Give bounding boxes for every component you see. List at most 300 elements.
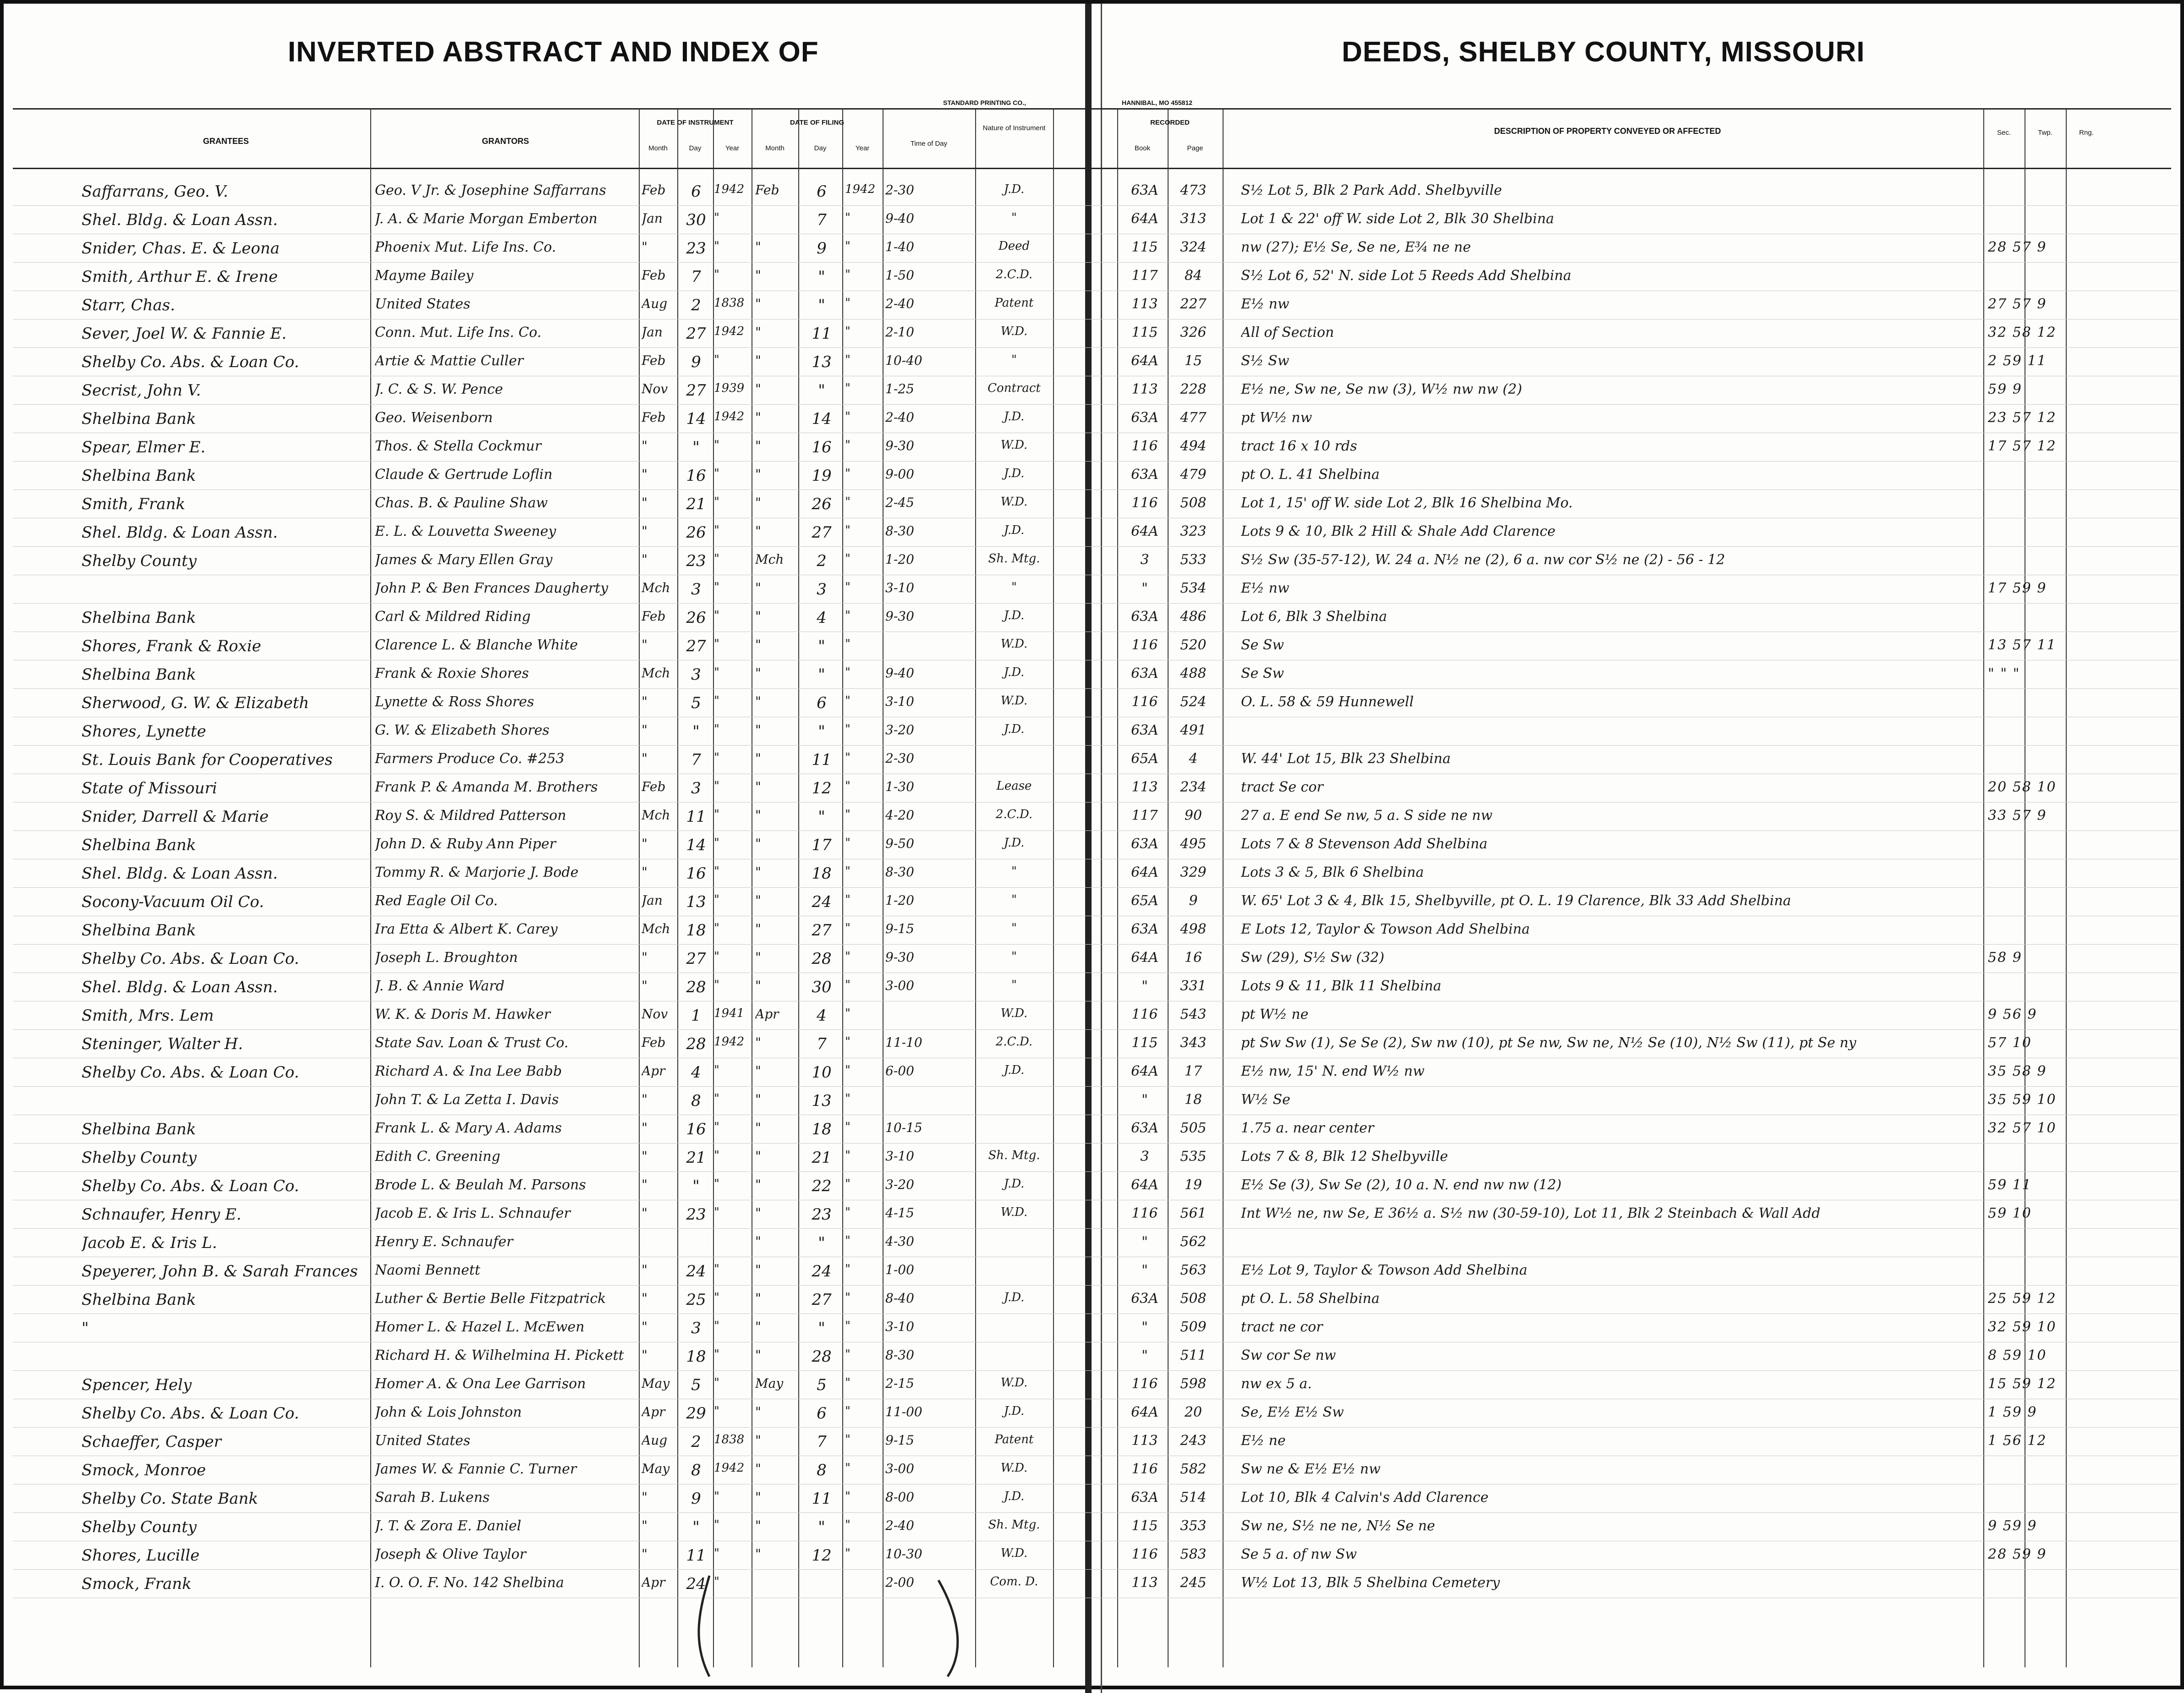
cell-idy: 23 — [686, 1205, 706, 1224]
cell-page: 4 — [1189, 751, 1198, 767]
cell-idy: 5 — [691, 1376, 701, 1394]
cell-nat: W.D. — [1000, 438, 1028, 452]
cell-fdy: 12 — [812, 779, 832, 797]
cell-fdy: 13 — [812, 353, 832, 371]
cell-grantee: Shelbina Bank — [82, 609, 196, 627]
cell-idy: 8 — [691, 1461, 701, 1479]
cell-grantee: Shel. Bldg. & Loan Assn. — [82, 864, 278, 883]
cell-fyr: " — [845, 1347, 851, 1361]
cell-book: 63A — [1131, 921, 1158, 937]
cell-idy: 7 — [691, 751, 701, 769]
cell-grantor: Joseph & Olive Taylor — [375, 1546, 527, 1562]
cell-imo: " — [642, 836, 648, 851]
cell-grantor: Mayme Bailey — [375, 268, 474, 284]
cell-fdy: " — [818, 296, 825, 314]
cell-fmo: " — [755, 410, 761, 425]
cell-grantee: Shelby Co. Abs. & Loan Co. — [82, 1063, 299, 1082]
cell-grantor: Homer A. & Ona Lee Garrison — [375, 1376, 586, 1392]
cell-iyr: 1942 — [714, 182, 745, 196]
cell-fyr: " — [845, 1461, 851, 1475]
cell-imo: Feb — [642, 779, 666, 794]
cell-tod: 3-20 — [885, 722, 914, 737]
cell-fyr: " — [845, 722, 851, 736]
cell-fyr: " — [845, 1262, 851, 1276]
header-twp: Twp. — [2038, 129, 2052, 137]
cell-fyr: " — [845, 268, 851, 281]
cell-grantor: G. W. & Elizabeth Shores — [375, 722, 549, 738]
cell-tod: 2-40 — [885, 410, 914, 425]
cell-fmo: " — [755, 1404, 761, 1419]
cell-page: 494 — [1180, 438, 1207, 454]
cell-grantee: Shelby Co. Abs. & Loan Co. — [82, 353, 299, 371]
cell-desc: S½ Sw — [1241, 353, 1290, 369]
cell-desc: All of Section — [1241, 324, 1334, 341]
cell-nat: " — [1011, 978, 1017, 992]
table-row — [4, 917, 2184, 945]
cell-tod: 9-40 — [885, 211, 914, 226]
cell-grantor: Sarah B. Lukens — [375, 1490, 490, 1506]
cell-grantee: Sever, Joel W. & Fannie E. — [82, 324, 287, 343]
cell-desc: Lot 6, Blk 3 Shelbina — [1241, 609, 1387, 625]
cell-book: 63A — [1131, 182, 1158, 198]
cell-fyr: " — [845, 921, 851, 935]
cell-desc: E½ ne — [1241, 1433, 1286, 1449]
row-rule — [13, 745, 2179, 746]
cell-page: 90 — [1184, 808, 1202, 824]
cell-imo: " — [642, 950, 648, 965]
cell-desc: Se Sw — [1241, 637, 1284, 653]
cell-fyr: " — [845, 609, 851, 622]
table-row — [4, 945, 2184, 973]
cell-grantor: Naomi Bennett — [375, 1262, 481, 1278]
cell-grantor: J. A. & Marie Morgan Emberton — [375, 211, 598, 227]
cell-fmo: " — [755, 921, 761, 936]
table-row — [4, 178, 2184, 206]
cell-desc: pt Sw Sw (1), Se Se (2), Sw nw (10), pt Se nw, Sw ne, N½ Se (10), N½ Sw (11), pt Se ny — [1241, 1035, 1856, 1051]
cell-tod: 8-30 — [885, 864, 914, 879]
cell-fmo: May — [755, 1376, 784, 1391]
cell-desc: O. L. 58 & 59 Hunnewell — [1241, 694, 1414, 710]
cell-nat: W.D. — [1000, 1546, 1028, 1560]
cell-desc: E Lots 12, Taylor & Towson Add Shelbina — [1241, 921, 1530, 937]
cell-nat: J.D. — [1004, 1063, 1025, 1077]
cell-fdy: 11 — [812, 1490, 832, 1508]
row-rule — [13, 944, 2179, 945]
cell-desc: Int W½ ne, nw Se, E 36½ a. S½ nw (30-59-10), Lot 11, Blk 2 Steinbach & Wall Add — [1241, 1205, 1821, 1221]
cell-iyr: " — [714, 1262, 719, 1276]
cell-book: 63A — [1131, 467, 1158, 483]
cell-book: 115 — [1131, 1518, 1158, 1534]
cell-str: 33 57 9 — [1988, 808, 2047, 824]
cell-desc: E½ nw — [1241, 580, 1290, 596]
cell-grantor: Frank & Roxie Shores — [375, 665, 529, 682]
table-row — [4, 1343, 2184, 1371]
cell-grantor: J. T. & Zora E. Daniel — [375, 1518, 521, 1534]
cell-grantee: Shelby Co. State Bank — [82, 1490, 258, 1508]
cell-fdy: 7 — [817, 211, 827, 229]
cell-idy: 16 — [686, 1120, 706, 1138]
cell-grantee: State of Missouri — [82, 779, 217, 797]
cell-idy: 24 — [686, 1262, 706, 1281]
cell-page: 533 — [1180, 552, 1207, 568]
cell-page: 563 — [1180, 1262, 1207, 1278]
cell-fdy: 27 — [812, 1291, 832, 1309]
cell-grantor: State Sav. Loan & Trust Co. — [375, 1035, 569, 1051]
table-row — [4, 860, 2184, 888]
cell-grantor: Joseph L. Broughton — [375, 950, 518, 966]
row-rule — [13, 1427, 2179, 1428]
cell-fmo: " — [755, 1319, 761, 1334]
cell-page: 488 — [1180, 665, 1207, 682]
cell-tod: 9-15 — [885, 1433, 914, 1448]
cell-str: 28 59 9 — [1988, 1546, 2047, 1562]
cell-tod: 4-30 — [885, 1234, 914, 1249]
table-row — [4, 1428, 2184, 1457]
cell-fmo: " — [755, 893, 761, 908]
cell-desc: Sw ne & E½ E½ nw — [1241, 1461, 1381, 1477]
cell-book: 116 — [1131, 495, 1158, 511]
cell-desc: S½ Sw (35-57-12), W. 24 a. N½ ne (2), 6 a. nw cor S½ ne (2) - 56 - 12 — [1241, 552, 1725, 568]
cell-fyr: " — [845, 495, 851, 509]
cell-fmo: " — [755, 1149, 761, 1164]
cell-iyr: " — [714, 1575, 719, 1589]
cell-fyr: " — [845, 978, 851, 992]
cell-imo: Feb — [642, 268, 666, 283]
cell-iyr: 1838 — [714, 296, 745, 310]
cell-book: 63A — [1131, 1120, 1158, 1136]
cell-fmo: " — [755, 978, 761, 993]
cell-book: 64A — [1131, 1404, 1158, 1420]
cell-str: 32 58 12 — [1988, 324, 2057, 341]
cell-nat: 2.C.D. — [995, 808, 1033, 821]
cell-idy: 21 — [686, 1149, 706, 1167]
cell-fyr: " — [845, 438, 851, 452]
cell-page: 17 — [1184, 1063, 1202, 1079]
cell-grantee: Schaeffer, Casper — [82, 1433, 221, 1451]
cell-tod: 9-30 — [885, 438, 914, 453]
cell-grantor: Frank L. & Mary A. Adams — [375, 1120, 562, 1136]
cell-idy: 3 — [691, 1319, 701, 1337]
cell-imo: Mch — [642, 808, 670, 823]
cell-str: 25 59 12 — [1988, 1291, 2057, 1307]
cell-idy: 24 — [686, 1575, 706, 1593]
cell-nat: J.D. — [1004, 1177, 1025, 1191]
cell-desc: S½ Lot 5, Blk 2 Park Add. Shelbyville — [1241, 182, 1502, 198]
cell-str: 9 59 9 — [1988, 1518, 2037, 1534]
cell-idy: 26 — [686, 609, 706, 627]
cell-fdy: 28 — [812, 1347, 832, 1366]
cell-page: 524 — [1180, 694, 1207, 710]
cell-page: 479 — [1180, 467, 1207, 483]
cell-book: 113 — [1131, 296, 1158, 312]
cell-fdy: 18 — [812, 864, 832, 883]
cell-fmo: " — [755, 381, 761, 396]
cell-desc: Lot 1 & 22' off W. side Lot 2, Blk 30 Shelbina — [1241, 211, 1554, 227]
cell-str: 13 57 11 — [1988, 637, 2057, 653]
cell-fyr: " — [845, 1063, 851, 1077]
cell-nat: Sh. Mtg. — [988, 1149, 1040, 1162]
cell-fmo: " — [755, 1035, 761, 1050]
cell-imo: " — [642, 523, 648, 539]
cell-idy: " — [692, 1518, 700, 1536]
cell-idy: 9 — [691, 1490, 701, 1508]
cell-idy: 27 — [686, 950, 706, 968]
cell-nat: 2.C.D. — [995, 1035, 1033, 1049]
cell-book: 63A — [1131, 609, 1158, 625]
cell-grantor: Richard A. & Ina Lee Babb — [375, 1063, 562, 1079]
table-row — [4, 1201, 2184, 1229]
cell-iyr: " — [714, 950, 719, 963]
cell-grantee: Spencer, Hely — [82, 1376, 192, 1394]
cell-page: 582 — [1180, 1461, 1207, 1477]
table-row — [4, 490, 2184, 519]
cell-grantee: Shores, Lucille — [82, 1546, 200, 1565]
table-row — [4, 718, 2184, 746]
cell-page: 84 — [1184, 268, 1202, 284]
cell-imo: Mch — [642, 921, 670, 936]
cell-book: " — [1141, 1347, 1148, 1363]
cell-tod: 9-40 — [885, 665, 914, 681]
cell-book: 116 — [1131, 438, 1158, 454]
cell-nat: " — [1011, 864, 1017, 878]
cell-grantee: Schnaufer, Henry E. — [82, 1205, 241, 1224]
cell-page: 508 — [1180, 1291, 1207, 1307]
cell-imo: " — [642, 1546, 648, 1561]
table-row — [4, 1400, 2184, 1428]
row-rule — [13, 1569, 2179, 1570]
cell-nat: Com. D. — [990, 1575, 1038, 1589]
cell-page: 486 — [1180, 609, 1207, 625]
cell-desc: E½ nw, 15' N. end W½ nw — [1241, 1063, 1425, 1079]
cell-idy: " — [692, 1177, 700, 1195]
cell-fyr: " — [845, 523, 851, 537]
cell-iyr: " — [714, 1404, 719, 1418]
cell-page: 331 — [1180, 978, 1207, 994]
cell-book: 113 — [1131, 1575, 1158, 1591]
cell-str: 27 57 9 — [1988, 296, 2047, 312]
cell-fmo: " — [755, 523, 761, 539]
cell-fdy: 27 — [812, 523, 832, 542]
header-time-of-day: Time of Day — [910, 140, 948, 148]
cell-tod: 4-15 — [885, 1205, 914, 1220]
cell-page: 561 — [1180, 1205, 1207, 1221]
cell-iyr: " — [714, 864, 719, 878]
cell-page: 520 — [1180, 637, 1207, 653]
cell-fyr: " — [845, 808, 851, 821]
cell-idy: 18 — [686, 921, 706, 940]
cell-fyr: " — [845, 751, 851, 764]
cell-idy: 28 — [686, 978, 706, 996]
cell-fdy: 8 — [817, 1461, 827, 1479]
row-rule — [13, 489, 2179, 490]
cell-grantor: Geo. V Jr. & Josephine Saffarrans — [375, 182, 606, 198]
cell-imo: Aug — [642, 1433, 668, 1448]
cell-book: " — [1141, 1234, 1148, 1250]
header-rng: Rng. — [2079, 129, 2094, 137]
cell-book: 64A — [1131, 353, 1158, 369]
cell-idy: 27 — [686, 381, 706, 400]
cell-nat: W.D. — [1000, 694, 1028, 708]
cell-imo: " — [642, 864, 648, 879]
cell-fdy: 30 — [812, 978, 832, 996]
cell-fmo: " — [755, 609, 761, 624]
cell-iyr: " — [714, 353, 719, 367]
cell-desc: E½ Se (3), Sw Se (2), 10 a. N. end nw nw (12) — [1241, 1177, 1562, 1193]
cell-fdy: 19 — [812, 467, 832, 485]
cell-grantor: Clarence L. & Blanche White — [375, 637, 578, 653]
table-row — [4, 775, 2184, 803]
cell-fyr: " — [845, 1376, 851, 1390]
cell-fyr: " — [845, 580, 851, 594]
cell-iyr: " — [714, 268, 719, 281]
cell-imo: " — [642, 438, 648, 453]
header-recorded: RECORDED — [1150, 119, 1190, 126]
cell-desc: Lot 1, 15' off W. side Lot 2, Blk 16 Shelbina Mo. — [1241, 495, 1573, 511]
cell-desc: 27 a. E end Se nw, 5 a. S side ne nw — [1241, 808, 1493, 824]
cell-nat: J.D. — [1004, 665, 1025, 679]
cell-idy: 14 — [686, 410, 706, 428]
cell-fyr: " — [845, 552, 851, 566]
header-bottom-rule — [13, 168, 2171, 169]
cell-book: 116 — [1131, 694, 1158, 710]
cell-fmo: " — [755, 751, 761, 766]
cell-iyr: 1941 — [714, 1006, 745, 1020]
cell-fdy: 28 — [812, 950, 832, 968]
cell-imo: Apr — [642, 1575, 665, 1590]
cell-grantee: Shelbina Bank — [82, 410, 196, 428]
cell-page: 20 — [1184, 1404, 1202, 1420]
cell-fyr: 1942 — [845, 182, 876, 196]
cell-tod: 2-30 — [885, 751, 914, 766]
cell-fdy: " — [818, 1518, 825, 1536]
cell-imo: " — [642, 1347, 648, 1363]
cell-fmo: " — [755, 1262, 761, 1277]
cell-page: 16 — [1184, 950, 1202, 966]
cell-book: 115 — [1131, 324, 1158, 341]
table-row — [4, 547, 2184, 576]
cell-page: 326 — [1180, 324, 1207, 341]
table-row — [4, 462, 2184, 490]
cell-fyr: " — [845, 950, 851, 963]
cell-fdy: 3 — [817, 580, 827, 599]
row-rule — [13, 347, 2179, 348]
row-rule — [13, 887, 2179, 888]
cell-fmo: " — [755, 239, 761, 254]
cell-fyr: " — [845, 381, 851, 395]
title-right: DEEDS, SHELBY COUNTY, MISSOURI — [1342, 36, 1865, 68]
cell-imo: Nov — [642, 381, 668, 396]
row-rule — [13, 404, 2179, 405]
cell-grantor: Ira Etta & Albert K. Carey — [375, 921, 558, 937]
cell-page: 562 — [1180, 1234, 1207, 1250]
cell-iyr: " — [714, 438, 719, 452]
table-row — [4, 235, 2184, 263]
cell-fmo: " — [755, 1433, 761, 1448]
cell-tod: 1-50 — [885, 268, 914, 283]
cell-fmo: " — [755, 665, 761, 681]
cell-fmo: " — [755, 950, 761, 965]
cell-fyr: " — [845, 1433, 851, 1446]
cell-page: 15 — [1184, 353, 1202, 369]
cell-iyr: " — [714, 1063, 719, 1077]
cell-fdy: " — [818, 1234, 825, 1252]
cell-grantee: " — [82, 1319, 89, 1337]
cell-nat: Contract — [988, 381, 1041, 395]
cell-grantor: John & Lois Johnston — [375, 1404, 522, 1420]
cell-fmo: Apr — [755, 1006, 779, 1022]
cell-grantee: Snider, Chas. E. & Leona — [82, 239, 280, 258]
cell-book: 64A — [1131, 211, 1158, 227]
cell-fdy: 6 — [817, 694, 827, 712]
cell-book: 113 — [1131, 1433, 1158, 1449]
cell-fyr: " — [845, 353, 851, 367]
cell-fmo: " — [755, 268, 761, 283]
row-rule — [13, 603, 2179, 604]
cell-grantee: Shelby Co. Abs. & Loan Co. — [82, 1404, 299, 1423]
pen-scribble — [682, 1571, 1003, 1681]
cell-fyr: " — [845, 1490, 851, 1503]
header-grantees: GRANTEES — [203, 137, 249, 146]
cell-tod: 10-30 — [885, 1546, 922, 1561]
cell-grantor: J. B. & Annie Ward — [375, 978, 505, 994]
row-rule — [13, 262, 2179, 263]
cell-grantor: John P. & Ben Frances Daugherty — [375, 580, 609, 596]
cell-fyr: " — [845, 1205, 851, 1219]
table-row — [4, 434, 2184, 462]
cell-iyr: " — [714, 779, 719, 793]
cell-grantee: Starr, Chas. — [82, 296, 176, 314]
cell-grantor: Richard H. & Wilhelmina H. Pickett — [375, 1347, 624, 1363]
cell-desc: tract Se cor — [1241, 779, 1323, 795]
cell-page: 505 — [1180, 1120, 1207, 1136]
cell-grantee: Shelby Co. Abs. & Loan Co. — [82, 950, 299, 968]
cell-desc: Sw ne, S½ ne ne, N½ Se ne — [1241, 1518, 1435, 1534]
cell-book: 64A — [1131, 523, 1158, 539]
cell-fmo: " — [755, 1490, 761, 1505]
table-row — [4, 320, 2184, 348]
cell-page: 498 — [1180, 921, 1207, 937]
cell-str: 32 57 10 — [1988, 1120, 2057, 1136]
cell-page: 511 — [1180, 1347, 1207, 1363]
cell-page: 343 — [1180, 1035, 1207, 1051]
cell-idy: 26 — [686, 523, 706, 542]
cell-grantee: Shel. Bldg. & Loan Assn. — [82, 523, 278, 542]
cell-iyr: " — [714, 1177, 719, 1191]
cell-desc: Sw (29), S½ Sw (32) — [1241, 950, 1384, 966]
cell-iyr: " — [714, 239, 719, 253]
cell-imo: " — [642, 722, 648, 737]
cell-tod: 2-40 — [885, 1518, 914, 1533]
cell-iyr: " — [714, 836, 719, 850]
cell-iyr: " — [714, 523, 719, 537]
cell-iyr: " — [714, 609, 719, 622]
table-row — [4, 1542, 2184, 1570]
cell-tod: 2-40 — [885, 296, 914, 311]
cell-book: 64A — [1131, 864, 1158, 880]
cell-str: 59 10 — [1988, 1205, 2032, 1221]
cell-desc: pt W½ ne — [1241, 1006, 1309, 1022]
cell-fmo: " — [755, 1205, 761, 1220]
cell-idy: 16 — [686, 864, 706, 883]
cell-fdy: 4 — [817, 609, 827, 627]
cell-iyr: 1942 — [714, 324, 745, 338]
cell-fmo: " — [755, 353, 761, 368]
header-filing-month: Month — [765, 144, 785, 152]
cell-idy: 5 — [691, 694, 701, 712]
header-book: Book — [1134, 144, 1151, 152]
cell-iyr: " — [714, 637, 719, 651]
row-rule — [13, 1171, 2179, 1172]
